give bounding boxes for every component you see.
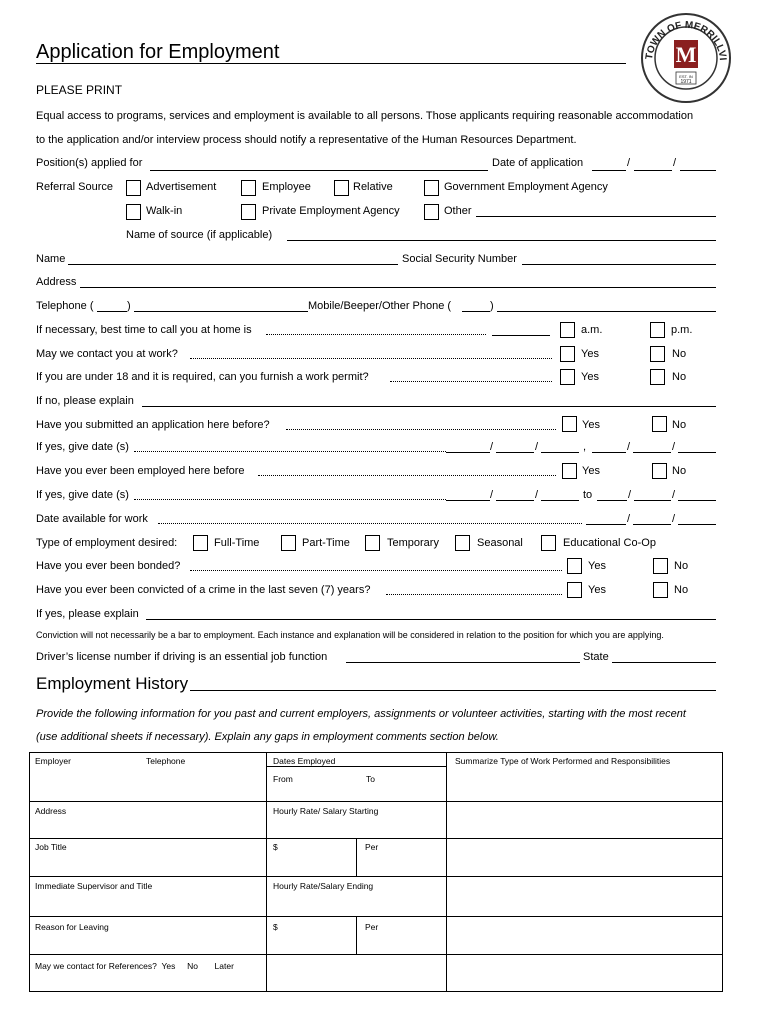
- type-parttime-checkbox[interactable]: [281, 535, 296, 551]
- referral-employee-checkbox[interactable]: [241, 180, 256, 196]
- title-underline: [36, 63, 626, 64]
- employed-no-label: No: [672, 465, 687, 477]
- date-label: Date of application: [492, 157, 584, 169]
- employed-to-day[interactable]: [634, 500, 671, 501]
- convicted-no-label: No: [674, 584, 689, 596]
- telephone-header: Telephone: [146, 756, 186, 766]
- type-temporary-label: Temporary: [387, 537, 439, 549]
- dates-employed-header: Dates Employed: [273, 756, 336, 766]
- type-seasonal-label: Seasonal: [477, 537, 523, 549]
- references-label: May we contact for References? Yes No Later: [35, 961, 234, 971]
- start-dollar-label: $: [273, 842, 278, 852]
- conviction-note: Conviction will not necessarily be a bar to employment. Each instance and explanation will be considered in relation to the position for which you are applying.: [36, 630, 664, 640]
- submitted-no-label: No: [672, 419, 687, 431]
- contact-work-no-checkbox[interactable]: [650, 346, 665, 362]
- referral-walkin-checkbox[interactable]: [126, 204, 141, 220]
- give-dates2-label: If yes, give date (s): [36, 489, 129, 501]
- referral-relative-checkbox[interactable]: [334, 180, 349, 196]
- referral-other-label: Other: [444, 205, 472, 217]
- to-header: To: [366, 774, 375, 784]
- name-field[interactable]: [68, 264, 398, 265]
- bonded-yes-label: Yes: [588, 560, 606, 572]
- under18-no-label: No: [672, 371, 687, 383]
- state-label: State: [583, 651, 609, 663]
- contact-work-yes-label: Yes: [581, 348, 599, 360]
- svg-text:TOWN OF MERRILLVILLE: TOWN OF MERRILLVI: [644, 19, 728, 61]
- ssn-label: Social Security Number: [402, 253, 517, 265]
- referral-private-agency-checkbox[interactable]: [241, 204, 256, 220]
- referral-relative-label: Relative: [353, 181, 393, 193]
- bonded-no-label: No: [674, 560, 689, 572]
- type-label: Type of employment desired:: [36, 537, 178, 549]
- type-coop-label: Educational Co-Op: [563, 537, 656, 549]
- am-label: a.m.: [581, 324, 603, 336]
- referral-label: Referral Source: [36, 181, 114, 193]
- to-label: to: [583, 489, 593, 501]
- type-parttime-label: Part-Time: [302, 537, 350, 549]
- employed-from-year[interactable]: [541, 500, 579, 501]
- convicted-yes-label: Yes: [588, 584, 606, 596]
- referral-employee-label: Employee: [262, 181, 311, 193]
- give-dates-label: If yes, give date (s): [36, 441, 129, 453]
- supervisor-label: Immediate Supervisor and Title: [35, 881, 153, 891]
- employed-yes-checkbox[interactable]: [562, 463, 577, 479]
- under18-no-checkbox[interactable]: [650, 369, 665, 385]
- employed-to-month[interactable]: [597, 500, 627, 501]
- referral-walkin-label: Walk-in: [146, 205, 183, 217]
- end-dollar-label: $: [273, 922, 278, 932]
- date-month-field[interactable]: [592, 170, 626, 171]
- referral-advertisement-label: Advertisement: [146, 181, 217, 193]
- am-checkbox[interactable]: [560, 322, 575, 338]
- pm-label: p.m.: [671, 324, 693, 336]
- svg-text:EST. IN: EST. IN: [679, 74, 693, 79]
- available-label: Date available for work: [36, 513, 148, 525]
- date-year-field[interactable]: [680, 170, 716, 171]
- mobile-label: Mobile/Beeper/Other Phone (: [308, 300, 452, 312]
- referral-other-checkbox[interactable]: [424, 204, 439, 220]
- convicted-no-checkbox[interactable]: [653, 582, 668, 598]
- end-per-label: Per: [365, 922, 379, 932]
- referral-government-checkbox[interactable]: [424, 180, 439, 196]
- submitted-date-1-day[interactable]: [496, 452, 534, 453]
- summarize-header: Summarize Type of Work Performed and Responsibilities: [455, 756, 671, 766]
- bonded-label: Have you ever been bonded?: [36, 560, 181, 572]
- job-title-label: Job Title: [35, 842, 67, 852]
- name-label: Name: [36, 253, 66, 265]
- mobile-close-paren: ): [490, 300, 494, 312]
- bonded-yes-checkbox[interactable]: [567, 558, 582, 574]
- svg-text:1971: 1971: [680, 79, 692, 85]
- mobile-area-field[interactable]: [462, 311, 490, 312]
- please-print: PLEASE PRINT: [36, 83, 123, 97]
- contact-work-no-label: No: [672, 348, 687, 360]
- under18-label: If you are under 18 and it is required, can you furnish a work permit?: [36, 371, 369, 383]
- address-label: Address: [36, 276, 77, 288]
- if-no-field[interactable]: [142, 406, 716, 407]
- license-field[interactable]: [346, 662, 580, 663]
- type-seasonal-checkbox[interactable]: [455, 535, 470, 551]
- address-cell-label: Address: [35, 806, 67, 816]
- history-instructions-2: (use additional sheets if necessary). Explain any gaps in employment comments section below.: [36, 731, 499, 743]
- date-day-field[interactable]: [634, 170, 672, 171]
- source-name-field[interactable]: [287, 240, 716, 241]
- type-temporary-checkbox[interactable]: [365, 535, 380, 551]
- employment-history-underline: [190, 690, 716, 691]
- available-year[interactable]: [678, 524, 716, 525]
- employed-from-day[interactable]: [496, 500, 534, 501]
- employed-label: Have you ever been employed here before: [36, 465, 245, 477]
- bonded-no-checkbox[interactable]: [653, 558, 668, 574]
- employed-no-checkbox[interactable]: [652, 463, 667, 479]
- employed-from-month[interactable]: [446, 500, 490, 501]
- employer-header: Employer: [35, 756, 71, 766]
- telephone-area-field[interactable]: [97, 311, 127, 312]
- position-label: Position(s) applied for: [36, 157, 143, 169]
- submitted-yes-label: Yes: [582, 419, 600, 431]
- mobile-number-field[interactable]: [497, 311, 716, 312]
- referral-other-field[interactable]: [476, 216, 716, 217]
- submitted-date-2-month[interactable]: [592, 452, 626, 453]
- telephone-number-field[interactable]: [134, 311, 308, 312]
- telephone-close-paren: ): [127, 300, 131, 312]
- contact-work-yes-checkbox[interactable]: [560, 346, 575, 362]
- intro-line-1: Equal access to programs, services and employment is available to all persons. Those applicants requiring reasonable accommodation: [36, 110, 694, 122]
- from-header: From: [273, 774, 293, 784]
- type-fulltime-label: Full-Time: [214, 537, 260, 549]
- best-time-label: If necessary, best time to call you at home is: [36, 324, 252, 336]
- convicted-label: Have you ever been convicted of a crime in the last seven (7) years?: [36, 584, 371, 596]
- license-label: Driver’s license number if driving is an essential job function: [36, 651, 328, 663]
- position-field[interactable]: [150, 170, 488, 171]
- page-title: Application for Employment: [36, 41, 280, 63]
- explain-field[interactable]: [146, 619, 716, 620]
- ssn-field[interactable]: [522, 264, 716, 265]
- svg-text:M: M: [675, 42, 697, 67]
- source-name-label: Name of source (if applicable): [126, 229, 273, 241]
- explain-label: If yes, please explain: [36, 608, 139, 620]
- intro-line-2: to the application and/or interview process should notify a representative of the Human Resources Department.: [36, 134, 577, 146]
- employed-yes-label: Yes: [582, 465, 600, 477]
- submitted-date-1-year[interactable]: [541, 452, 579, 453]
- submitted-date-2-year[interactable]: [678, 452, 716, 453]
- referral-private-agency-label: Private Employment Agency: [262, 205, 400, 217]
- employment-history-title: Employment History: [36, 674, 189, 693]
- submitted-no-checkbox[interactable]: [652, 416, 667, 432]
- best-time-field[interactable]: [492, 335, 550, 336]
- if-no-label: If no, please explain: [36, 395, 134, 407]
- town-seal-logo: [640, 12, 732, 104]
- hourly-end-label: Hourly Rate/Salary Ending: [273, 881, 374, 891]
- type-fulltime-checkbox[interactable]: [193, 535, 208, 551]
- convicted-yes-checkbox[interactable]: [567, 582, 582, 598]
- submitted-date-1-month[interactable]: [446, 452, 490, 453]
- submitted-label: Have you submitted an application here before?: [36, 419, 270, 431]
- start-per-label: Per: [365, 842, 379, 852]
- telephone-label: Telephone (: [36, 300, 94, 312]
- under18-yes-label: Yes: [581, 371, 599, 383]
- referral-advertisement-checkbox[interactable]: [126, 180, 141, 196]
- history-instructions-1: Provide the following information for you past and current employers, assignments or volunteer activities, starting with the most recent: [36, 708, 686, 720]
- contact-work-label: May we contact you at work?: [36, 348, 178, 360]
- reason-label: Reason for Leaving: [35, 922, 109, 932]
- hourly-start-label: Hourly Rate/ Salary Starting: [273, 806, 379, 816]
- available-month[interactable]: [586, 524, 626, 525]
- pm-checkbox[interactable]: [650, 322, 665, 338]
- available-day[interactable]: [633, 524, 671, 525]
- referral-government-label: Government Employment Agency: [444, 181, 608, 193]
- employed-to-year[interactable]: [678, 500, 716, 501]
- under18-yes-checkbox[interactable]: [560, 369, 575, 385]
- address-field[interactable]: [80, 287, 716, 288]
- submitted-date-2-day[interactable]: [633, 452, 671, 453]
- type-coop-checkbox[interactable]: [541, 535, 556, 551]
- state-field[interactable]: [612, 662, 716, 663]
- submitted-yes-checkbox[interactable]: [562, 416, 577, 432]
